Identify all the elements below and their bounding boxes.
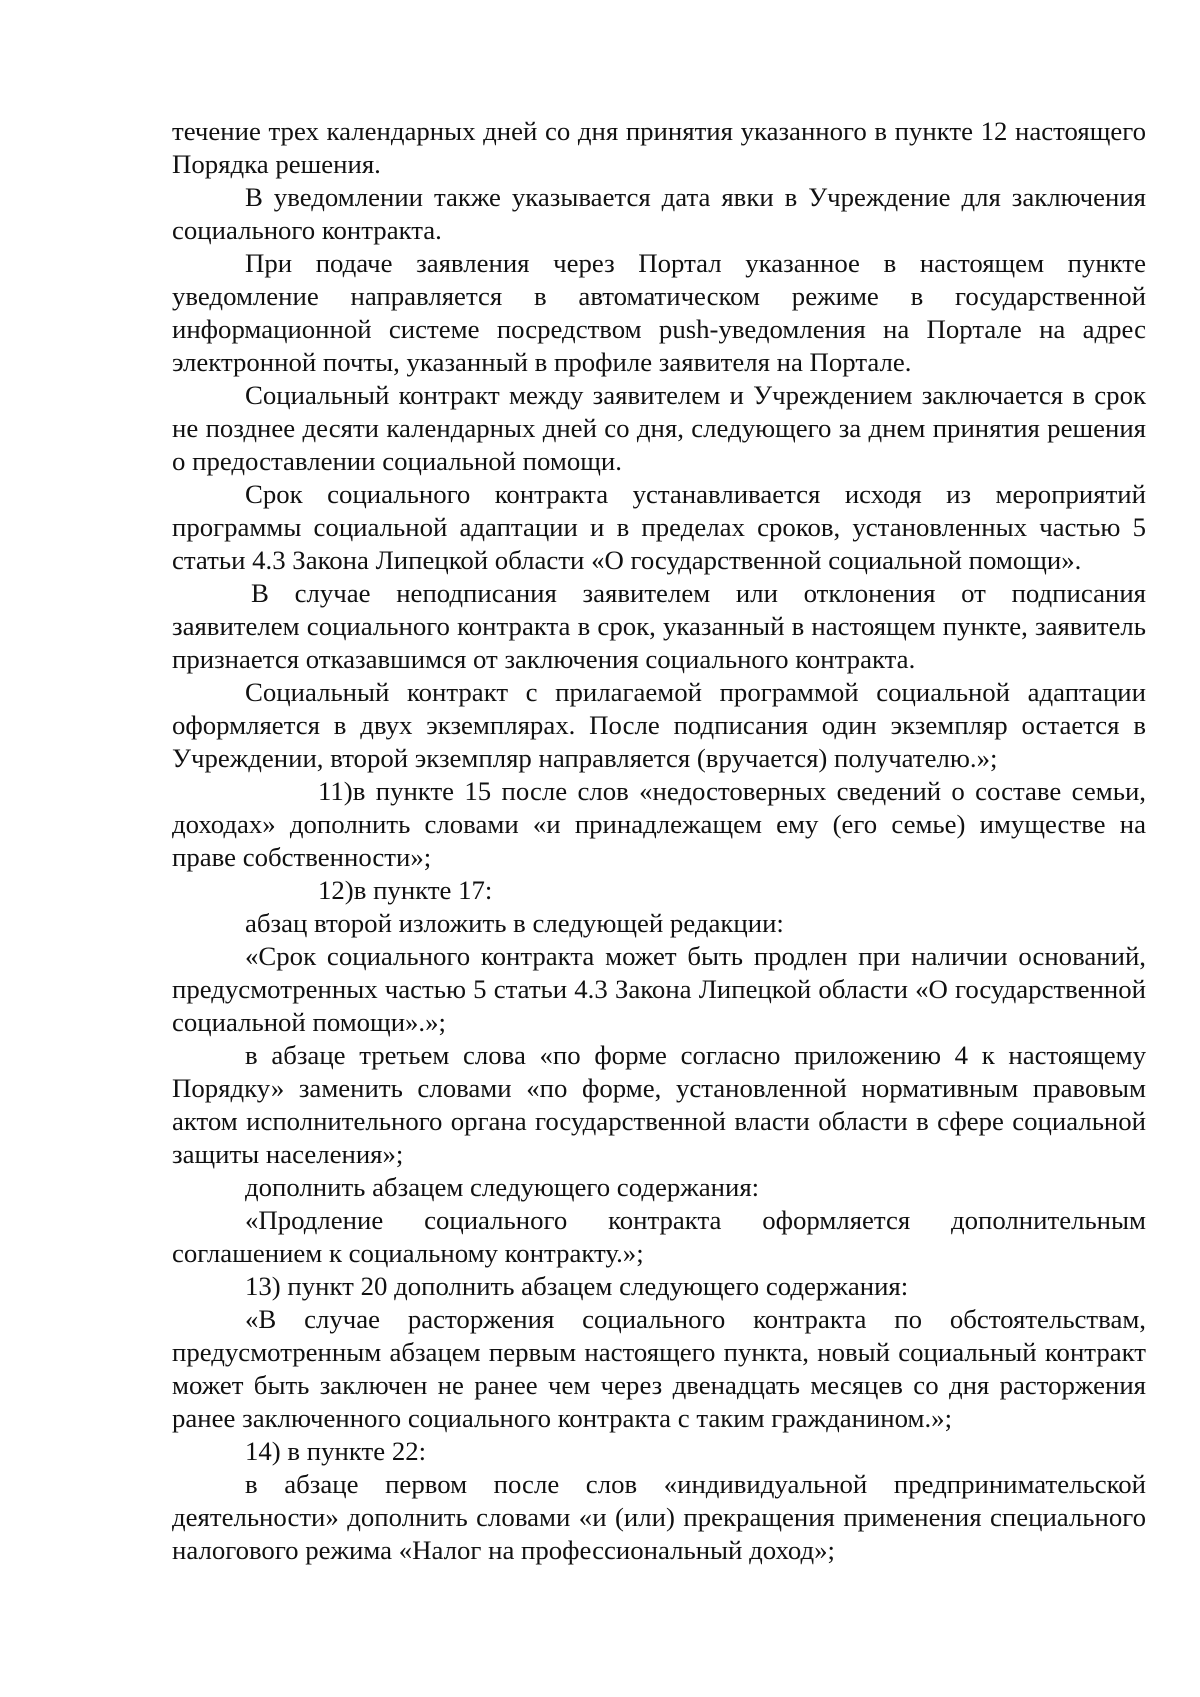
item-number-11: 11): [318, 776, 353, 806]
paragraph-4: Социальный контракт между заявителем и Учреждением заключается в срок не позднее десяти календарных дней со дня, следующего за днем принятия решения о предоставлении социальной помощи.: [172, 380, 1146, 476]
item-text-11: в пункте 15 после слов «недостоверных сведений о составе семьи, доходах» дополнить словами «и принадлежащем ему (его семье) имуществе на праве собственности»;: [172, 776, 1146, 872]
list-item-13: 13) пункт 20 дополнить абзацем следующего содержания:: [245, 1271, 909, 1301]
document-page: [172, 115, 1146, 1567]
paragraph-12: в абзаце третьем слова «по форме согласно приложению 4 к настоящему Порядку» заменить словами «по форме, установленной нормативным правовым актом исполнительного органа государственной власти области в сфере социальной защиты населения»;: [172, 1040, 1146, 1169]
list-item-11: [172, 775, 1146, 874]
item-number-12: 12): [318, 875, 354, 905]
paragraph-16: «В случае расторжения социального контракта по обстоятельствам, предусмотренным абзацем первым настоящего пункта, новый социальный контракт может быть заключен не ранее чем через двенадцать месяцев со дня расторжения ранее заключенного социального контракта с таким гражданином.»;: [172, 1304, 1146, 1433]
paragraph-13: дополнить абзацем следующего содержания:: [245, 1172, 760, 1202]
paragraph-2: В уведомлении также указывается дата явки в Учреждение для заключения социального контракта.: [172, 182, 1146, 245]
paragraph-18: в абзаце первом после слов «индивидуальной предпринимательской деятельности» дополнить словами «и (или) прекращения применения специального налогового режима «Налог на профессиональный доход»;: [172, 1469, 1146, 1565]
paragraph-11: «Срок социального контракта может быть продлен при наличии оснований, предусмотренных частью 5 статьи 4.3 Закона Липецкой области «О государственной социальной помощи».»;: [172, 941, 1146, 1037]
item-text-12: в пункте 17:: [353, 875, 493, 905]
paragraph-3: При подаче заявления через Портал указанное в настоящем пункте уведомление направляется в автоматическом режиме в государственной информационной системе посредством push-уведомления на Портале на адрес электронной почты, указанный в профиле заявителя на Портале.: [172, 248, 1146, 377]
list-item-12: [172, 874, 1146, 907]
paragraph-10: абзац второй изложить в следующей редакции:: [245, 908, 784, 938]
paragraph-1: течение трех календарных дней со дня принятия указанного в пункте 12 настоящего Порядка решения.: [172, 116, 1146, 179]
paragraph-14: «Продление социального контракта оформляется дополнительным соглашением к социальному контракту.»;: [172, 1205, 1146, 1268]
paragraph-5: Срок социального контракта устанавливается исходя из мероприятий программы социальной адаптации и в пределах сроков, установленных частью 5 статьи 4.3 Закона Липецкой области «О государственной социальной помощи».: [172, 479, 1146, 575]
paragraph-6: В случае неподписания заявителем или отклонения от подписания заявителем социального контракта в срок, указанный в настоящем пункте, заявитель признается отказавшимся от заключения социального контракта.: [172, 578, 1146, 674]
paragraph-7: Социальный контракт с прилагаемой программой социальной адаптации оформляется в двух экземплярах. После подписания один экземпляр остается в Учреждении, второй экземпляр направляется (вручается) получателю.»;: [172, 677, 1146, 773]
list-item-14: 14) в пункте 22:: [245, 1436, 427, 1466]
